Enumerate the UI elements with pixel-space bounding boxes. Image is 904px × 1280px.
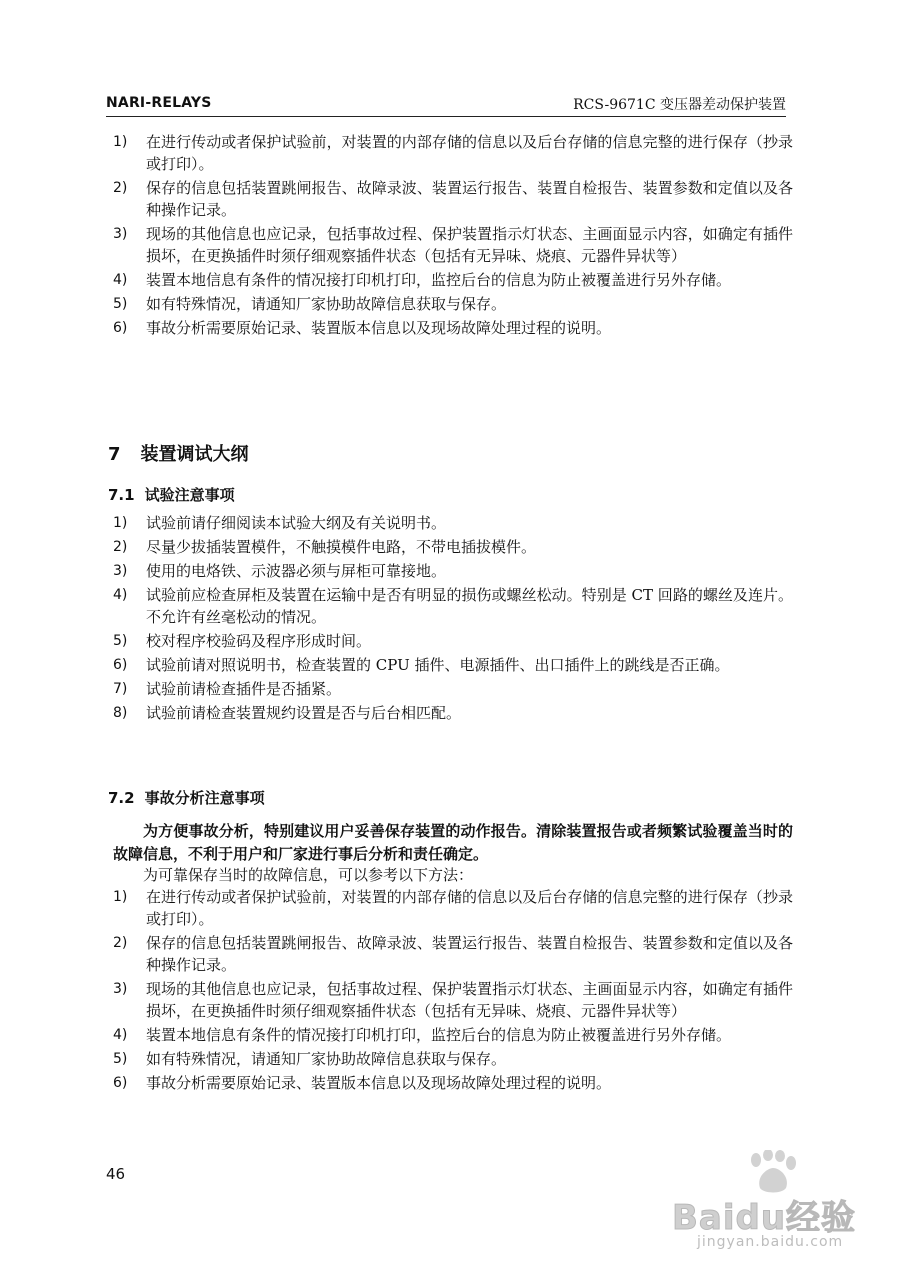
list-item (113, 512, 793, 534)
list-item-number: 7) (113, 681, 128, 697)
test-precautions-list (113, 512, 793, 726)
list-item-text: 在进行传动或者保护试验前，对装置的内部存储的信息以及后台存储的信息完整的进行保存（抄录或打印）。 (146, 888, 793, 928)
section-number: 7.2 (108, 789, 135, 807)
list-item (113, 630, 793, 652)
list-item-number: 3) (113, 226, 128, 242)
section-7-2-heading (108, 787, 265, 808)
list-item (113, 317, 793, 339)
section-number: 7 (108, 444, 121, 465)
list-item-text: 试验前请仔细阅读本试验大纲及有关说明书。 (146, 514, 447, 532)
list-item (113, 1072, 793, 1094)
fault-analysis-list (113, 886, 793, 1096)
list-item-text: 使用的电烙铁、示波器必须与屏柜可靠接地。 (146, 562, 447, 580)
list-item-text: 保存的信息包括装置跳闸报告、故障录波、装置运行报告、装置自检报告、装置参数和定值以及各种操作记录。 (146, 934, 793, 974)
header-rule (106, 116, 786, 117)
list-item-number: 4) (113, 587, 128, 603)
list-item (113, 536, 793, 558)
list-item-text: 如有特殊情况，请通知厂家协助故障信息获取与保存。 (146, 1050, 507, 1068)
list-item (113, 1024, 793, 1046)
list-item-text: 装置本地信息有条件的情况接打印机打印，监控后台的信息为防止被覆盖进行另外存储。 (146, 271, 732, 289)
list-item (113, 293, 793, 315)
baidu-paw-icon (742, 1150, 802, 1194)
header-doc-title: RCS-9671C 变压器差动保护装置 (573, 97, 786, 113)
list-item-number: 2) (113, 935, 128, 951)
list-item (113, 1048, 793, 1070)
list-item-text: 事故分析需要原始记录、装置版本信息以及现场故障处理过程的说明。 (146, 319, 612, 337)
list-item-number: 8) (113, 705, 128, 721)
list-item-number: 2) (113, 539, 128, 555)
intro-paragraph: 为可靠保存当时的故障信息，可以参考以下方法： (143, 866, 474, 884)
section-7-1-heading (108, 484, 235, 505)
list-item-number: 2) (113, 180, 128, 196)
list-item-text: 保存的信息包括装置跳闸报告、故障录波、装置运行报告、装置自检报告、装置参数和定值以及各种操作记录。 (146, 179, 793, 219)
list-item (113, 177, 793, 221)
list-item (113, 560, 793, 582)
list-item-number: 6) (113, 657, 128, 673)
list-item-text: 现场的其他信息也应记录，包括事故过程、保护装置指示灯状态、主画面显示内容，如确定有插件损坏，在更换插件时须仔细观察插件状态（包括有无异味、烧痕、元器件异状等） (146, 225, 793, 265)
list-item (113, 978, 793, 1022)
list-item-text: 事故分析需要原始记录、装置版本信息以及现场故障处理过程的说明。 (146, 1074, 612, 1092)
list-item-number: 4) (113, 272, 128, 288)
list-item-number: 6) (113, 1075, 128, 1091)
list-item-number: 3) (113, 981, 128, 997)
list-item-text: 试验前请检查插件是否插紧。 (146, 680, 342, 698)
list-item-text: 校对程序校验码及程序形成时间。 (146, 632, 372, 650)
list-item (113, 932, 793, 976)
list-item (113, 269, 793, 291)
list-item-number: 1) (113, 889, 128, 905)
list-item (113, 886, 793, 930)
bold-advice-paragraph: 为方便事故分析，特别建议用户妥善保存装置的动作报告。清除装置报告或者频繁试验覆盖当时的故障信息，不利于用户和厂家进行事后分析和责任确定。 (113, 822, 793, 863)
list-item-number: 5) (113, 296, 128, 312)
section-title: 试验注意事项 (144, 486, 235, 504)
list-item-text: 现场的其他信息也应记录，包括事故过程、保护装置指示灯状态、主画面显示内容，如确定有插件损坏，在更换插件时须仔细观察插件状态（包括有无异味、烧痕、元器件异状等） (146, 980, 793, 1020)
list-item-text: 如有特殊情况，请通知厂家协助故障信息获取与保存。 (146, 295, 507, 313)
list-item-number: 5) (113, 1051, 128, 1067)
list-item-number: 4) (113, 1027, 128, 1043)
list-item (113, 678, 793, 700)
section-7-heading (108, 440, 249, 466)
list-item-number: 1) (113, 515, 128, 531)
watermark-url: jingyan.baidu.com (697, 1234, 844, 1250)
list-item-text: 在进行传动或者保护试验前，对装置的内部存储的信息以及后台存储的信息完整的进行保存（抄录或打印）。 (146, 133, 793, 173)
precaution-list-top (113, 131, 793, 341)
list-item (113, 584, 793, 628)
baidu-watermark (672, 1150, 882, 1250)
list-item-text: 尽量少拔插装置模件，不触摸模件电路，不带电插拔模件。 (146, 538, 537, 556)
list-item-text: 试验前请对照说明书，检查装置的 CPU 插件、电源插件、出口插件上的跳线是否正确。 (146, 656, 730, 674)
list-item-number: 1) (113, 134, 128, 150)
list-item-number: 6) (113, 320, 128, 336)
list-item-text: 装置本地信息有条件的情况接打印机打印，监控后台的信息为防止被覆盖进行另外存储。 (146, 1026, 732, 1044)
list-item (113, 131, 793, 175)
section-title: 事故分析注意事项 (144, 789, 265, 807)
watermark-logo-text: Baidu经验 (672, 1198, 857, 1238)
page-number: 46 (106, 1165, 126, 1183)
list-item-text: 试验前应检查屏柜及装置在运输中是否有明显的损伤或螺丝松动。特别是 CT 回路的螺丝及连片。不允许有丝毫松动的情况。 (146, 586, 793, 626)
list-item (113, 223, 793, 267)
section-number: 7.1 (108, 486, 135, 504)
list-item-number: 3) (113, 563, 128, 579)
header-brand: NARI-RELAYS (106, 95, 212, 111)
list-item-text: 试验前请检查装置规约设置是否与后台相匹配。 (146, 704, 462, 722)
list-item-number: 5) (113, 633, 128, 649)
list-item (113, 654, 793, 676)
list-item (113, 702, 793, 724)
section-title: 装置调试大纲 (140, 444, 249, 465)
